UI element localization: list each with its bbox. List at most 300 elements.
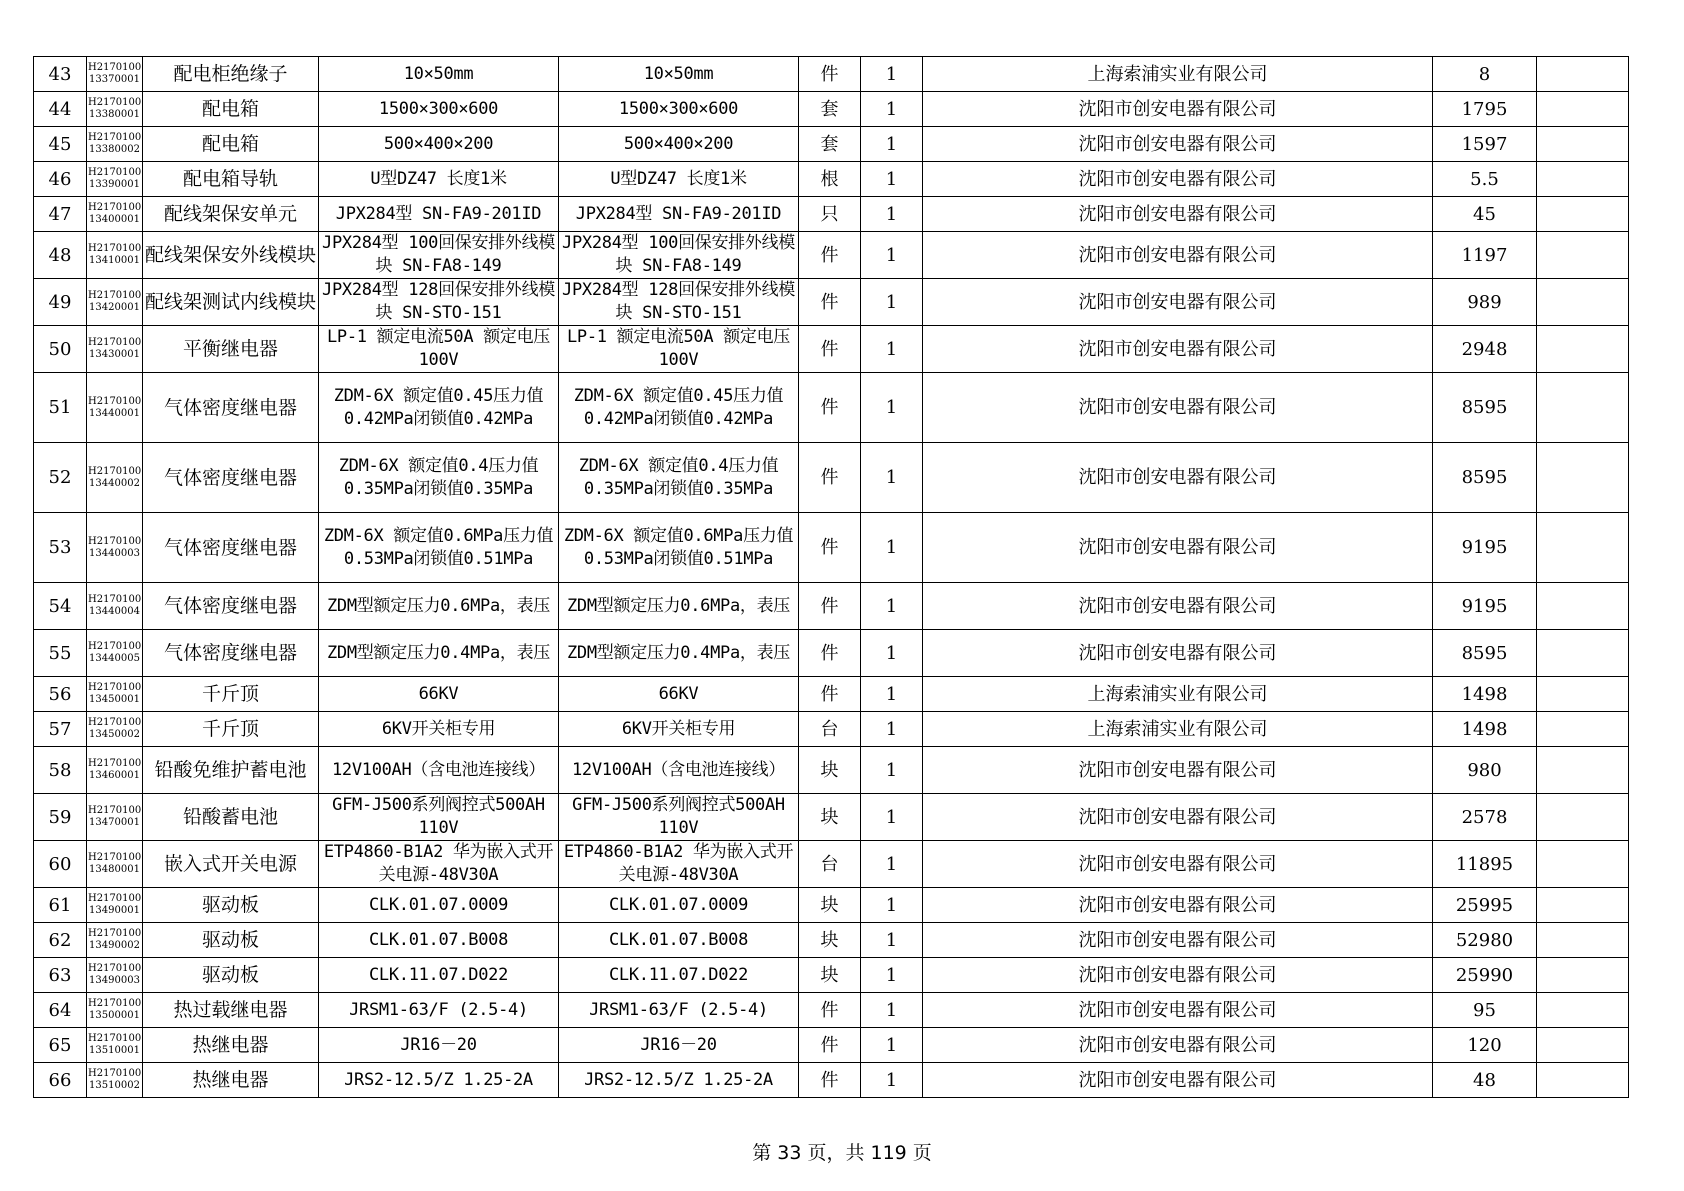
spec-cell: GFM-J500系列阀控式500AH 110V: [319, 794, 559, 841]
quantity-cell: 1: [861, 958, 923, 993]
spec-alt-cell: ZDM型额定压力0.4MPa，表压: [559, 630, 799, 677]
item-code-line: 13440004: [89, 606, 140, 617]
supplier-cell: 沈阳市创安电器有限公司: [923, 162, 1433, 197]
price-cell: 1197: [1433, 232, 1537, 279]
item-name-cell: 配电箱: [143, 127, 319, 162]
item-code-line: 13480001: [89, 864, 140, 875]
row-number-cell: 47: [34, 197, 87, 232]
spec-cell: 1500×300×600: [319, 92, 559, 127]
note-cell: [1537, 677, 1629, 712]
item-code-line: H2170100: [88, 682, 142, 693]
table-row: [34, 993, 1629, 1028]
row-number-cell: 63: [34, 958, 87, 993]
quantity-cell: 1: [861, 373, 923, 443]
item-name-cell: 配电柜绝缘子: [143, 57, 319, 92]
spec-alt-cell: 12V100AH（含电池连接线）: [559, 747, 799, 794]
supplier-cell: 沈阳市创安电器有限公司: [923, 373, 1433, 443]
price-cell: 2948: [1433, 326, 1537, 373]
item-code-line: 13410001: [89, 255, 140, 266]
item-code-line: 13440003: [89, 547, 140, 559]
item-name-cell: 平衡继电器: [143, 326, 319, 373]
price-cell: 8595: [1433, 443, 1537, 513]
supplier-cell: 沈阳市创安电器有限公司: [923, 794, 1433, 841]
item-code-cell: [87, 677, 143, 712]
table-row: [34, 1063, 1629, 1098]
quantity-cell: 1: [861, 794, 923, 841]
item-code-cell: [87, 326, 143, 373]
note-cell: [1537, 92, 1629, 127]
supplier-cell: 沈阳市创安电器有限公司: [923, 443, 1433, 513]
note-cell: [1537, 630, 1629, 677]
item-code-line: 13370001: [89, 74, 140, 85]
unit-cell: 只: [799, 197, 861, 232]
item-code-line: 13470001: [89, 817, 140, 828]
spec-alt-cell: ETP4860-B1A2 华为嵌入式开关电源-48V30A: [559, 841, 799, 888]
supplier-cell: 沈阳市创安电器有限公司: [923, 513, 1433, 583]
note-cell: [1537, 513, 1629, 583]
item-code-line: H2170100: [88, 805, 142, 816]
spec-cell: JPX284型 SN-FA9-201ID: [319, 197, 559, 232]
unit-cell: 件: [799, 993, 861, 1028]
table-row: [34, 747, 1629, 794]
row-number-cell: 64: [34, 993, 87, 1028]
item-code-line: 13490001: [89, 905, 140, 916]
unit-cell: 块: [799, 747, 861, 794]
row-number-cell: 50: [34, 326, 87, 373]
note-cell: [1537, 958, 1629, 993]
item-code-cell: [87, 888, 143, 923]
item-code-cell: [87, 162, 143, 197]
supplier-cell: 沈阳市创安电器有限公司: [923, 232, 1433, 279]
item-code-line: H2170100: [88, 758, 142, 769]
item-code-line: 13390001: [89, 179, 140, 190]
price-cell: 8595: [1433, 630, 1537, 677]
quantity-cell: 1: [861, 232, 923, 279]
spec-cell: 500×400×200: [319, 127, 559, 162]
spec-cell: ETP4860-B1A2 华为嵌入式开关电源-48V30A: [319, 841, 559, 888]
unit-cell: 件: [799, 443, 861, 513]
item-code-line: 13450001: [89, 694, 140, 705]
spec-cell: LP-1 额定电流50A 额定电压100V: [319, 326, 559, 373]
spec-cell: JPX284型 128回保安排外线模块 SN-STO-151: [319, 279, 559, 326]
note-cell: [1537, 57, 1629, 92]
item-code-cell: [87, 630, 143, 677]
item-name-cell: 配电箱: [143, 92, 319, 127]
item-code-cell: [87, 712, 143, 747]
item-code-line: 13430001: [89, 349, 140, 360]
item-code-line: H2170100: [88, 465, 142, 477]
quantity-cell: 1: [861, 888, 923, 923]
item-code-cell: [87, 794, 143, 841]
item-code-cell: [87, 232, 143, 279]
spec-alt-cell: 6KV开关柜专用: [559, 712, 799, 747]
item-code-line: H2170100: [88, 97, 142, 108]
item-code-line: H2170100: [88, 641, 142, 652]
row-number-cell: 55: [34, 630, 87, 677]
item-code-cell: [87, 993, 143, 1028]
item-code-line: 13440005: [89, 653, 140, 664]
table-row: [34, 677, 1629, 712]
price-cell: 980: [1433, 747, 1537, 794]
spec-cell: CLK.01.07.B008: [319, 923, 559, 958]
item-code-cell: [87, 197, 143, 232]
quantity-cell: 1: [861, 993, 923, 1028]
item-name-cell: 嵌入式开关电源: [143, 841, 319, 888]
price-cell: 8595: [1433, 373, 1537, 443]
spec-cell: JRSM1-63/F (2.5-4): [319, 993, 559, 1028]
spec-cell: JRS2-12.5/Z 1.25-2A: [319, 1063, 559, 1098]
item-code-line: 13460001: [89, 770, 140, 781]
item-name-cell: 驱动板: [143, 923, 319, 958]
supplier-cell: 沈阳市创安电器有限公司: [923, 127, 1433, 162]
row-number-cell: 48: [34, 232, 87, 279]
note-cell: [1537, 232, 1629, 279]
row-number-cell: 54: [34, 583, 87, 630]
spec-alt-cell: JPX284型 SN-FA9-201ID: [559, 197, 799, 232]
price-table: [33, 56, 1629, 1098]
page-footer: 第 33 页，共 119 页: [752, 1142, 932, 1164]
spec-alt-cell: ZDM-6X 额定值0.45压力值0.42MPa闭锁值0.42MPa: [559, 373, 799, 443]
quantity-cell: 1: [861, 443, 923, 513]
unit-cell: 件: [799, 583, 861, 630]
quantity-cell: 1: [861, 1063, 923, 1098]
table-row: [34, 841, 1629, 888]
spec-cell: 6KV开关柜专用: [319, 712, 559, 747]
table-row: [34, 923, 1629, 958]
item-code-line: 13450002: [89, 729, 140, 740]
item-code-line: H2170100: [88, 1033, 142, 1044]
note-cell: [1537, 197, 1629, 232]
spec-alt-cell: CLK.11.07.D022: [559, 958, 799, 993]
row-number-cell: 44: [34, 92, 87, 127]
spec-cell: 66KV: [319, 677, 559, 712]
quantity-cell: 1: [861, 92, 923, 127]
item-code-line: H2170100: [88, 202, 142, 213]
spec-alt-cell: 10×50mm: [559, 57, 799, 92]
price-cell: 989: [1433, 279, 1537, 326]
item-code-cell: [87, 513, 143, 583]
spec-alt-cell: LP-1 额定电流50A 额定电压100V: [559, 326, 799, 373]
price-cell: 52980: [1433, 923, 1537, 958]
supplier-cell: 沈阳市创安电器有限公司: [923, 630, 1433, 677]
item-code-line: 13490003: [89, 975, 140, 986]
price-cell: 2578: [1433, 794, 1537, 841]
table-row: [34, 232, 1629, 279]
item-code-line: H2170100: [88, 243, 142, 254]
row-number-cell: 43: [34, 57, 87, 92]
note-cell: [1537, 794, 1629, 841]
item-name-cell: 驱动板: [143, 888, 319, 923]
supplier-cell: 沈阳市创安电器有限公司: [923, 326, 1433, 373]
spec-alt-cell: U型DZ47 长度1米: [559, 162, 799, 197]
note-cell: [1537, 279, 1629, 326]
spec-cell: CLK.01.07.0009: [319, 888, 559, 923]
row-number-cell: 46: [34, 162, 87, 197]
note-cell: [1537, 747, 1629, 794]
row-number-cell: 49: [34, 279, 87, 326]
table-row: [34, 794, 1629, 841]
item-code-cell: [87, 57, 143, 92]
quantity-cell: 1: [861, 841, 923, 888]
item-code-cell: [87, 841, 143, 888]
row-number-cell: 58: [34, 747, 87, 794]
price-cell: 1795: [1433, 92, 1537, 127]
note-cell: [1537, 1063, 1629, 1098]
price-cell: 48: [1433, 1063, 1537, 1098]
item-code-line: 13440001: [89, 407, 140, 419]
item-name-cell: 气体密度继电器: [143, 513, 319, 583]
spec-alt-cell: JPX284型 100回保安排外线模块 SN-FA8-149: [559, 232, 799, 279]
price-cell: 9195: [1433, 513, 1537, 583]
row-number-cell: 66: [34, 1063, 87, 1098]
price-cell: 45: [1433, 197, 1537, 232]
unit-cell: 套: [799, 92, 861, 127]
spec-alt-cell: ZDM-6X 额定值0.6MPa压力值0.53MPa闭锁值0.51MPa: [559, 513, 799, 583]
item-code-cell: [87, 127, 143, 162]
note-cell: [1537, 888, 1629, 923]
price-cell: 5.5: [1433, 162, 1537, 197]
quantity-cell: 1: [861, 57, 923, 92]
item-code-line: H2170100: [88, 167, 142, 178]
note-cell: [1537, 712, 1629, 747]
spec-alt-cell: JR16－20: [559, 1028, 799, 1063]
table-row: [34, 197, 1629, 232]
table-row: [34, 958, 1629, 993]
spec-alt-cell: CLK.01.07.B008: [559, 923, 799, 958]
spec-alt-cell: JPX284型 128回保安排外线模块 SN-STO-151: [559, 279, 799, 326]
item-code-cell: [87, 1063, 143, 1098]
price-cell: 8: [1433, 57, 1537, 92]
unit-cell: 块: [799, 888, 861, 923]
item-code-cell: [87, 958, 143, 993]
spec-alt-cell: ZDM型额定压力0.6MPa，表压: [559, 583, 799, 630]
unit-cell: 件: [799, 326, 861, 373]
item-code-cell: [87, 1028, 143, 1063]
note-cell: [1537, 841, 1629, 888]
item-code-cell: [87, 373, 143, 443]
supplier-cell: 沈阳市创安电器有限公司: [923, 958, 1433, 993]
table-row: [34, 326, 1629, 373]
unit-cell: 台: [799, 712, 861, 747]
row-number-cell: 45: [34, 127, 87, 162]
spec-cell: ZDM型额定压力0.6MPa，表压: [319, 583, 559, 630]
unit-cell: 件: [799, 513, 861, 583]
spec-alt-cell: 500×400×200: [559, 127, 799, 162]
row-number-cell: 51: [34, 373, 87, 443]
row-number-cell: 52: [34, 443, 87, 513]
price-cell: 1498: [1433, 712, 1537, 747]
spec-cell: CLK.11.07.D022: [319, 958, 559, 993]
item-code-line: 13510001: [89, 1045, 140, 1056]
item-code-line: H2170100: [88, 928, 142, 939]
price-cell: 1597: [1433, 127, 1537, 162]
unit-cell: 件: [799, 373, 861, 443]
quantity-cell: 1: [861, 127, 923, 162]
quantity-cell: 1: [861, 583, 923, 630]
quantity-cell: 1: [861, 630, 923, 677]
price-cell: 25990: [1433, 958, 1537, 993]
item-code-line: H2170100: [88, 337, 142, 348]
table-row: [34, 1028, 1629, 1063]
item-code-line: 13420001: [89, 302, 140, 313]
quantity-cell: 1: [861, 162, 923, 197]
item-name-cell: 热继电器: [143, 1028, 319, 1063]
item-name-cell: 气体密度继电器: [143, 630, 319, 677]
item-code-cell: [87, 923, 143, 958]
unit-cell: 块: [799, 794, 861, 841]
quantity-cell: 1: [861, 923, 923, 958]
quantity-cell: 1: [861, 747, 923, 794]
supplier-cell: 沈阳市创安电器有限公司: [923, 1028, 1433, 1063]
unit-cell: 台: [799, 841, 861, 888]
row-number-cell: 65: [34, 1028, 87, 1063]
quantity-cell: 1: [861, 197, 923, 232]
item-name-cell: 热继电器: [143, 1063, 319, 1098]
unit-cell: 块: [799, 923, 861, 958]
item-code-line: H2170100: [88, 290, 142, 301]
item-code-line: H2170100: [88, 594, 142, 605]
supplier-cell: 上海索浦实业有限公司: [923, 57, 1433, 92]
item-code-line: H2170100: [88, 395, 142, 407]
spec-cell: ZDM-6X 额定值0.4压力值0.35MPa闭锁值0.35MPa: [319, 443, 559, 513]
spec-cell: ZDM型额定压力0.4MPa，表压: [319, 630, 559, 677]
table-row: [34, 127, 1629, 162]
row-number-cell: 60: [34, 841, 87, 888]
item-code-cell: [87, 443, 143, 513]
note-cell: [1537, 326, 1629, 373]
item-code-line: H2170100: [88, 132, 142, 143]
item-code-cell: [87, 92, 143, 127]
item-code-line: H2170100: [88, 852, 142, 863]
unit-cell: 根: [799, 162, 861, 197]
table-row: [34, 279, 1629, 326]
unit-cell: 件: [799, 279, 861, 326]
item-name-cell: 配线架测试内线模块: [143, 279, 319, 326]
supplier-cell: 沈阳市创安电器有限公司: [923, 923, 1433, 958]
quantity-cell: 1: [861, 712, 923, 747]
supplier-cell: 沈阳市创安电器有限公司: [923, 197, 1433, 232]
row-number-cell: 53: [34, 513, 87, 583]
item-name-cell: 气体密度继电器: [143, 373, 319, 443]
price-cell: 1498: [1433, 677, 1537, 712]
supplier-cell: 沈阳市创安电器有限公司: [923, 993, 1433, 1028]
note-cell: [1537, 443, 1629, 513]
item-name-cell: 配线架保安单元: [143, 197, 319, 232]
row-number-cell: 61: [34, 888, 87, 923]
table-row: [34, 443, 1629, 513]
unit-cell: 件: [799, 677, 861, 712]
item-code-line: 13440002: [89, 477, 140, 489]
item-code-cell: [87, 747, 143, 794]
note-cell: [1537, 993, 1629, 1028]
supplier-cell: 沈阳市创安电器有限公司: [923, 841, 1433, 888]
spec-cell: ZDM-6X 额定值0.6MPa压力值0.53MPa闭锁值0.51MPa: [319, 513, 559, 583]
item-code-line: H2170100: [88, 1068, 142, 1079]
item-name-cell: 驱动板: [143, 958, 319, 993]
supplier-cell: 上海索浦实业有限公司: [923, 712, 1433, 747]
price-cell: 11895: [1433, 841, 1537, 888]
item-name-cell: 热过载继电器: [143, 993, 319, 1028]
supplier-cell: 沈阳市创安电器有限公司: [923, 747, 1433, 794]
supplier-cell: 沈阳市创安电器有限公司: [923, 279, 1433, 326]
spec-alt-cell: 66KV: [559, 677, 799, 712]
item-name-cell: 千斤顶: [143, 712, 319, 747]
item-name-cell: 气体密度继电器: [143, 443, 319, 513]
price-cell: 9195: [1433, 583, 1537, 630]
row-number-cell: 59: [34, 794, 87, 841]
quantity-cell: 1: [861, 677, 923, 712]
table-row: [34, 888, 1629, 923]
quantity-cell: 1: [861, 279, 923, 326]
table-row: [34, 92, 1629, 127]
note-cell: [1537, 373, 1629, 443]
spec-alt-cell: JRS2-12.5/Z 1.25-2A: [559, 1063, 799, 1098]
item-name-cell: 气体密度继电器: [143, 583, 319, 630]
item-code-line: H2170100: [88, 998, 142, 1009]
price-cell: 95: [1433, 993, 1537, 1028]
item-code-line: H2170100: [88, 893, 142, 904]
spec-alt-cell: 1500×300×600: [559, 92, 799, 127]
table-row: [34, 712, 1629, 747]
spec-cell: JPX284型 100回保安排外线模块 SN-FA8-149: [319, 232, 559, 279]
spec-cell: 12V100AH（含电池连接线）: [319, 747, 559, 794]
supplier-cell: 沈阳市创安电器有限公司: [923, 888, 1433, 923]
note-cell: [1537, 127, 1629, 162]
spec-alt-cell: CLK.01.07.0009: [559, 888, 799, 923]
table-row: [34, 630, 1629, 677]
item-code-line: 13380002: [89, 144, 140, 155]
price-cell: 25995: [1433, 888, 1537, 923]
supplier-cell: 上海索浦实业有限公司: [923, 677, 1433, 712]
unit-cell: 件: [799, 630, 861, 677]
row-number-cell: 56: [34, 677, 87, 712]
unit-cell: 件: [799, 1063, 861, 1098]
row-number-cell: 62: [34, 923, 87, 958]
item-code-cell: [87, 279, 143, 326]
table-row: [34, 162, 1629, 197]
supplier-cell: 沈阳市创安电器有限公司: [923, 583, 1433, 630]
unit-cell: 件: [799, 232, 861, 279]
unit-cell: 件: [799, 57, 861, 92]
item-code-line: 13490002: [89, 940, 140, 951]
quantity-cell: 1: [861, 326, 923, 373]
item-name-cell: 配线架保安外线模块: [143, 232, 319, 279]
spec-cell: JR16－20: [319, 1028, 559, 1063]
table-row: [34, 373, 1629, 443]
item-code-line: H2170100: [88, 62, 142, 73]
spec-alt-cell: ZDM-6X 额定值0.4压力值0.35MPa闭锁值0.35MPa: [559, 443, 799, 513]
quantity-cell: 1: [861, 513, 923, 583]
item-code-line: H2170100: [88, 535, 142, 547]
note-cell: [1537, 162, 1629, 197]
note-cell: [1537, 923, 1629, 958]
unit-cell: 块: [799, 958, 861, 993]
note-cell: [1537, 583, 1629, 630]
row-number-cell: 57: [34, 712, 87, 747]
item-code-line: H2170100: [88, 963, 142, 974]
spec-cell: U型DZ47 长度1米: [319, 162, 559, 197]
spec-cell: 10×50mm: [319, 57, 559, 92]
unit-cell: 套: [799, 127, 861, 162]
price-cell: 120: [1433, 1028, 1537, 1063]
unit-cell: 件: [799, 1028, 861, 1063]
table-row: [34, 583, 1629, 630]
item-code-line: H2170100: [88, 717, 142, 728]
spec-cell: ZDM-6X 额定值0.45压力值0.42MPa闭锁值0.42MPa: [319, 373, 559, 443]
item-code-cell: [87, 583, 143, 630]
item-name-cell: 配电箱导轨: [143, 162, 319, 197]
item-name-cell: 千斤顶: [143, 677, 319, 712]
